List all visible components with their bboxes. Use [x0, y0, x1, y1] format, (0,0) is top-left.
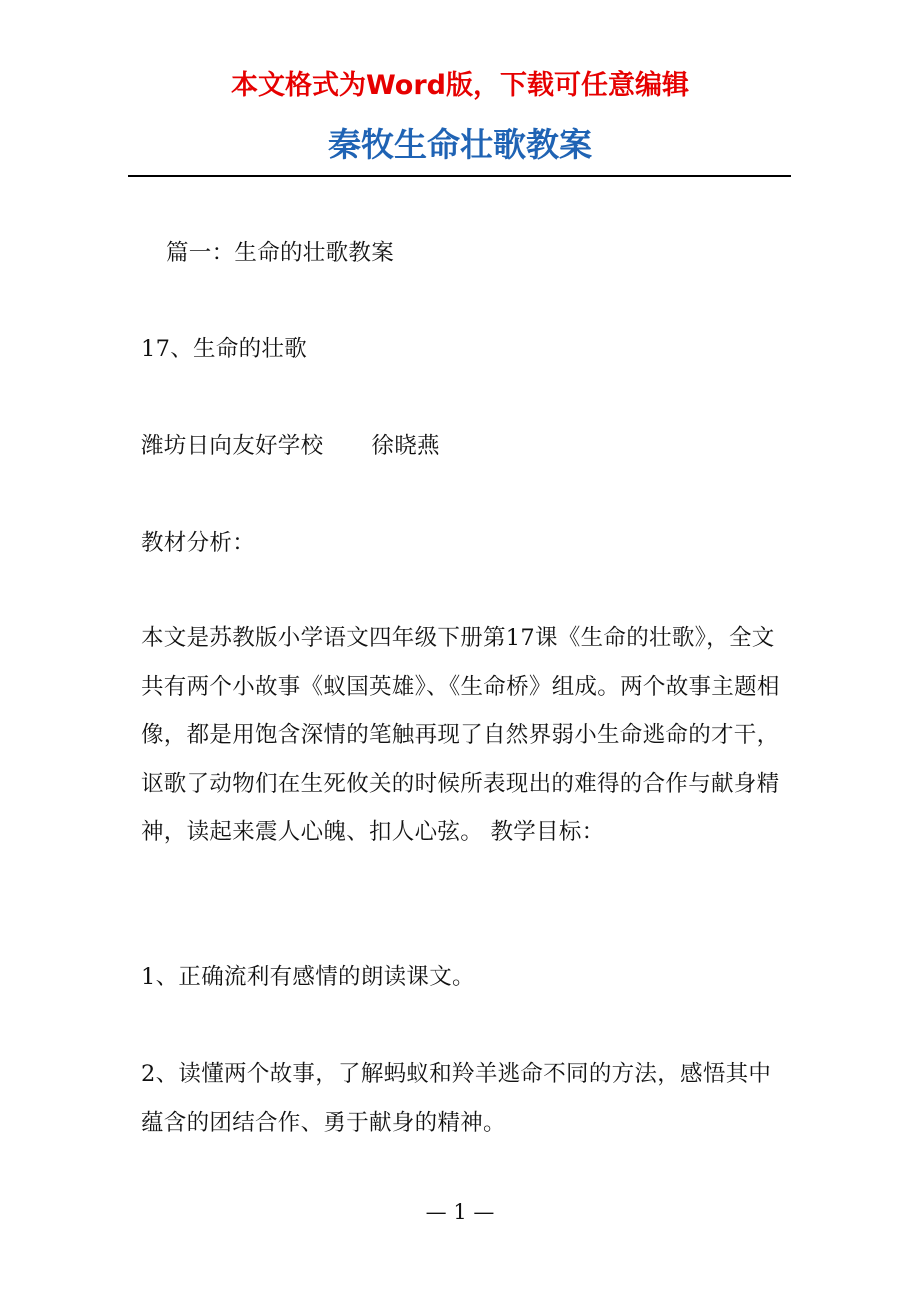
- analysis-heading: 教材分析：: [141, 530, 256, 556]
- chapter-heading: 篇一：生命的壮歌教案: [166, 240, 395, 266]
- lesson-title: 17、生命的壮歌: [141, 336, 308, 362]
- title-divider: [128, 175, 791, 177]
- school-name: 潍坊日向友好学校: [141, 433, 324, 459]
- page-number: — 1 —: [425, 1200, 495, 1224]
- author-name: 徐晓燕: [371, 433, 440, 459]
- analysis-paragraph: 本文是苏教版小学语文四年级下册第17课《生命的壮歌》，全文共有两个小故事《蚁国英雄》、《生命桥》组成。两个故事主题相像，都是用饱含深情的笔触再现了自然界弱小生命逃命的才干，讴歌了动物们在生死攸关的时候所表现出的难得的合作与献身精神，读起来震人心魄、扣人心弦。 教学目标：: [141, 625, 780, 845]
- document-title: 秦牧生命壮歌教案: [328, 125, 592, 164]
- author-line: [141, 422, 783, 471]
- goal-item-2: 2、读懂两个故事，了解蚂蚁和羚羊逃命不同的方法，感悟其中蕴含的团结合作、勇于献身的精神。: [141, 1061, 772, 1136]
- format-notice: 本文格式为Word版，下载可任意编辑: [230, 70, 689, 101]
- goal-item-1: 1、正确流利有感情的朗读课文。: [141, 964, 475, 990]
